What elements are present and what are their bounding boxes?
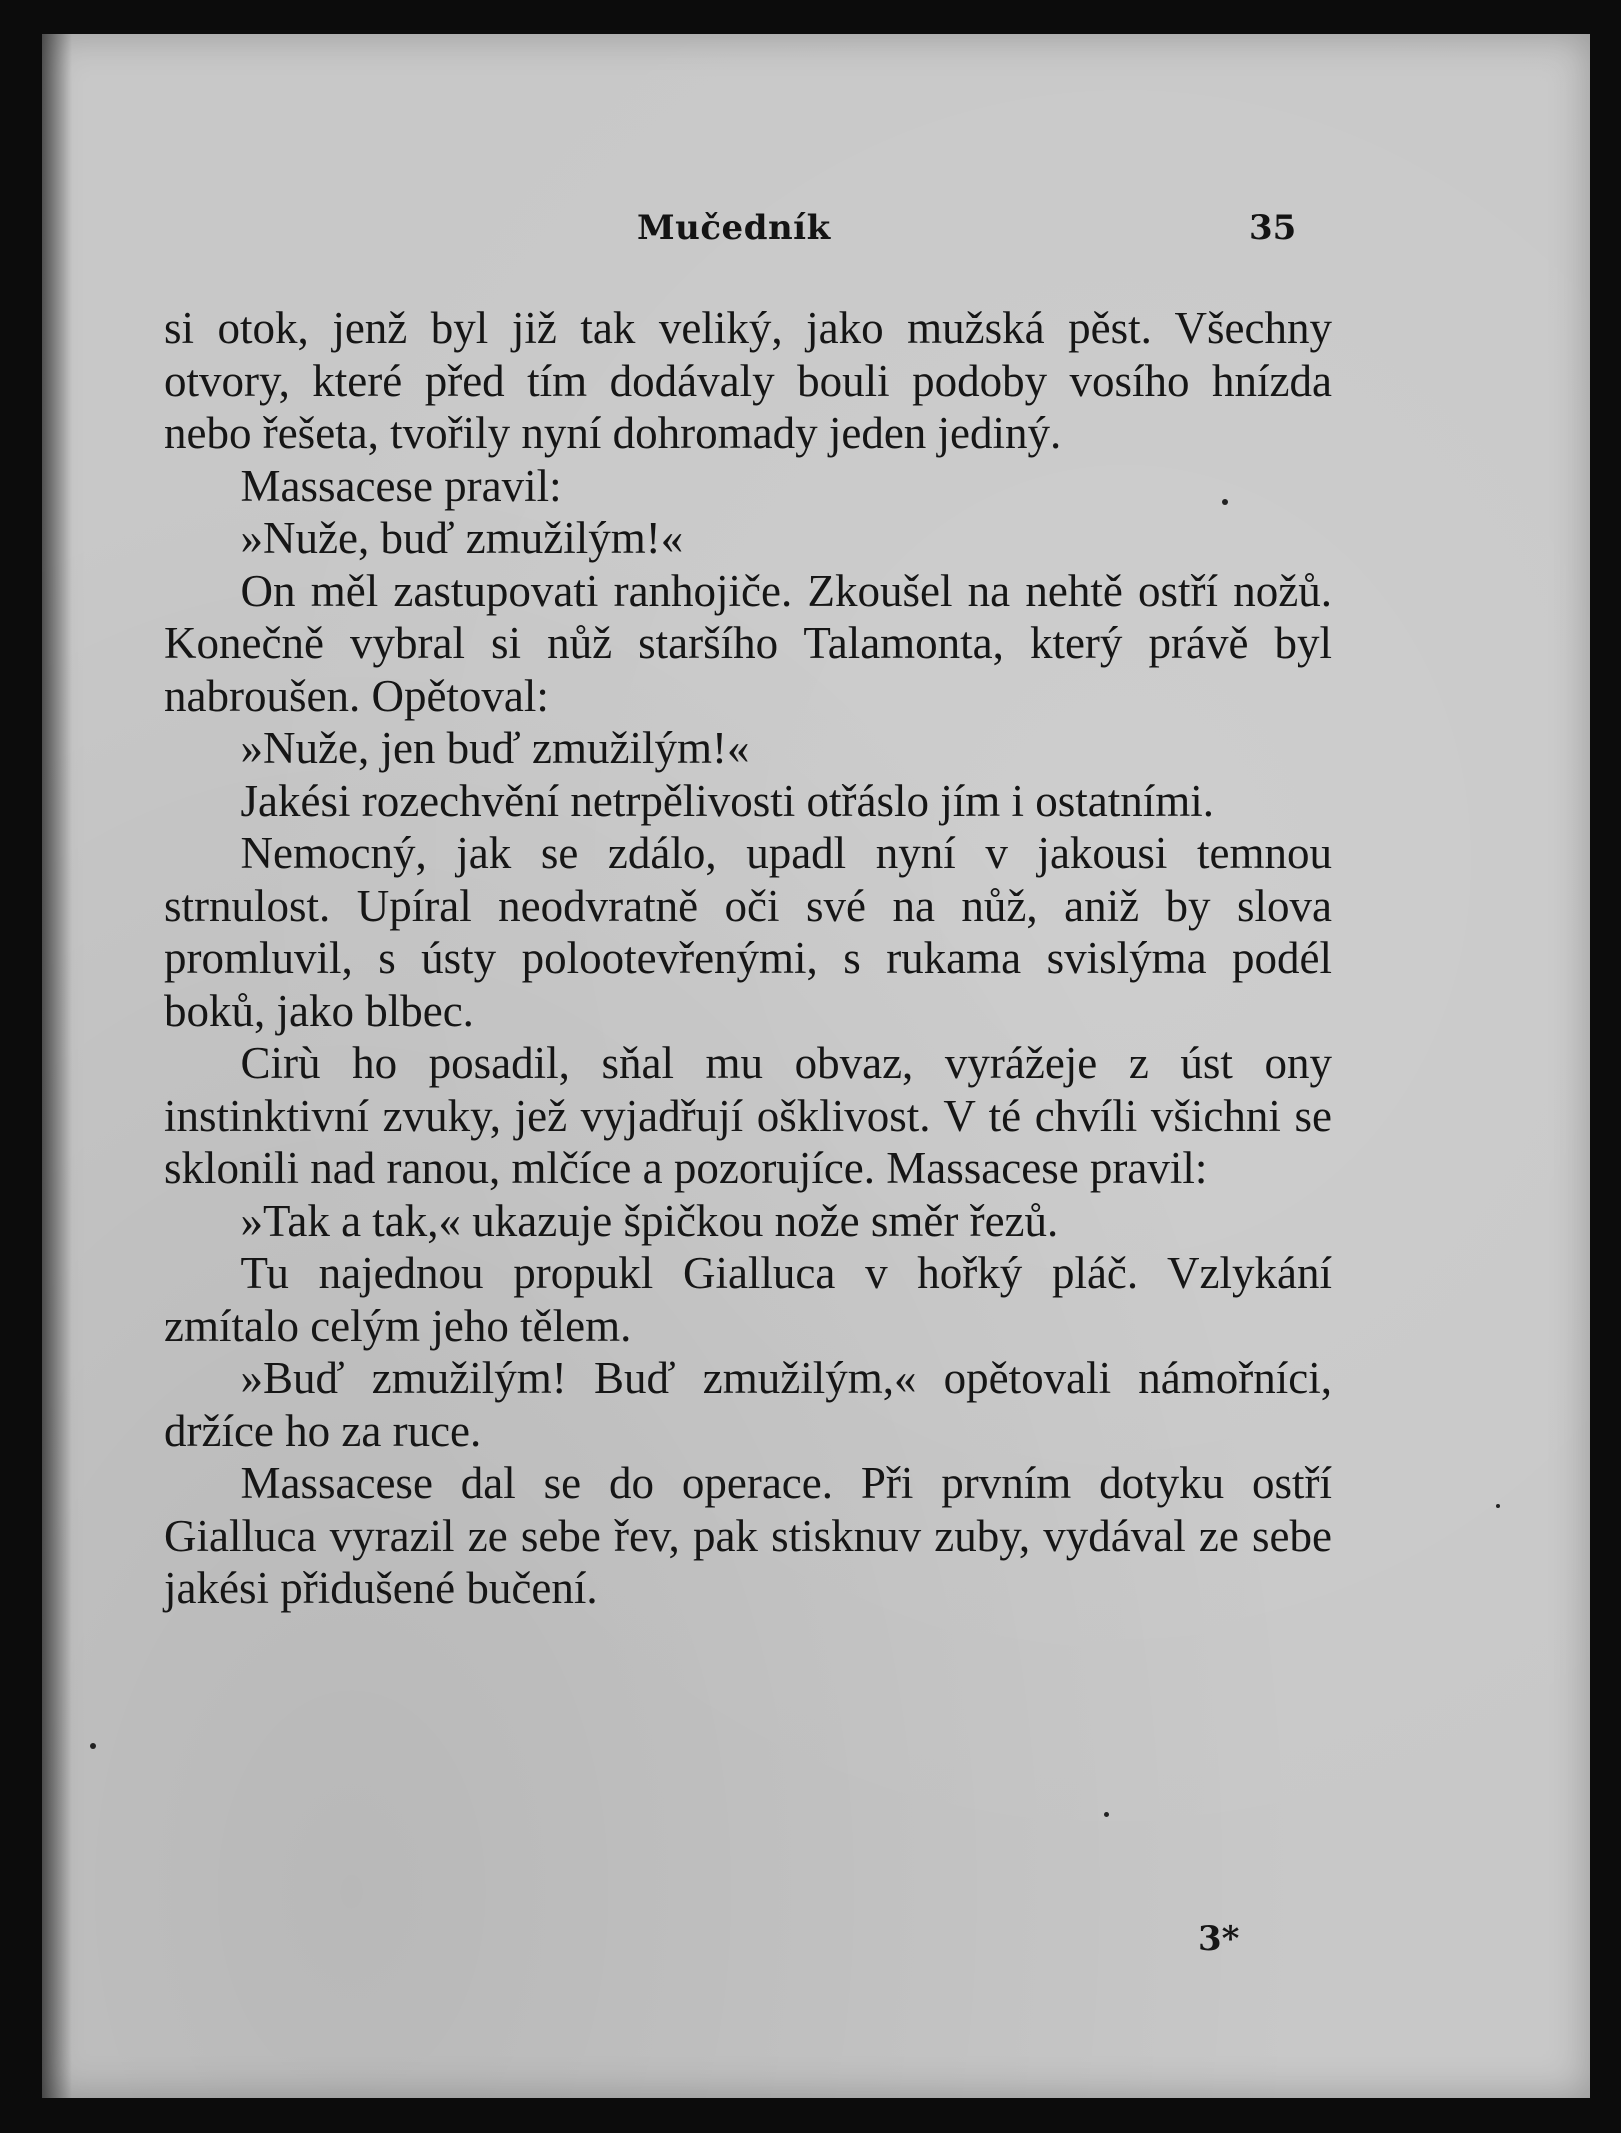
body-text <box>164 302 1332 1615</box>
running-title: Mučedník <box>637 208 831 248</box>
paragraph: Cirù ho posadil, sňal mu obvaz, vyrážeje z úst ony instinktivní zvuky, jež vyjadřují ošklivost. V té chvíli všichni se sklonili nad ranou, mlčíce a pozorujíce. Massacese pravil: <box>164 1038 1332 1193</box>
paragraph: »Tak a tak,« ukazuje špičkou nože směr řezů. <box>240 1195 1059 1246</box>
paragraph: »Buď zmužilým! Buď zmužilým,« opětovali námořníci, držíce ho za ruce. <box>164 1353 1332 1456</box>
spine-shadow <box>42 34 72 2098</box>
paragraph: si otok, jenž byl již tak veliký, jako mužská pěst. Všechny otvory, které před tím dodávaly bouli podoby vosího hnízda nebo řešeta, tvořily nyní dohromady jeden jediný. <box>164 303 1332 458</box>
paragraph: Jakési rozechvění netrpělivosti otřáslo jím i ostatními. <box>240 775 1215 826</box>
print-speck <box>1496 1504 1500 1508</box>
print-speck <box>1104 1812 1109 1817</box>
running-head <box>42 208 1590 258</box>
paragraph: Massacese dal se do operace. Při prvním dotyku ostří Gialluca vyrazil ze sebe řev, pak stisknuv zuby, vydával ze sebe jakési přidušené bučení. <box>164 1458 1332 1613</box>
paragraph: Tu najednou propukl Gialluca v hořký pláč. Vzlykání zmítalo celým jeho tělem. <box>164 1248 1332 1351</box>
paragraph: Massacese pravil: <box>240 460 562 511</box>
paragraph: Nemocný, jak se zdálo, upadl nyní v jakousi temnou strnulost. Upíral neodvratně oči své na nůž, aniž by slova promluvil, s ústy polootevřenými, s rukama svislýma podél boků, jako blbec. <box>164 828 1332 1036</box>
book-page <box>42 34 1590 2098</box>
paragraph: On měl zastupovati ranhojiče. Zkoušel na nehtě ostří nožů. Konečně vybral si nůž staršího Talamonta, který právě byl nabroušen. Opětoval: <box>164 565 1332 721</box>
page-number: 35 <box>1249 208 1297 248</box>
print-speck <box>90 1743 96 1749</box>
print-speck <box>1222 499 1228 505</box>
paragraph: »Nuže, buď zmužilým!« <box>240 513 684 563</box>
paragraph: »Nuže, jen buď zmužilým!« <box>240 723 750 773</box>
signature-mark: 3* <box>1198 1919 1240 1959</box>
